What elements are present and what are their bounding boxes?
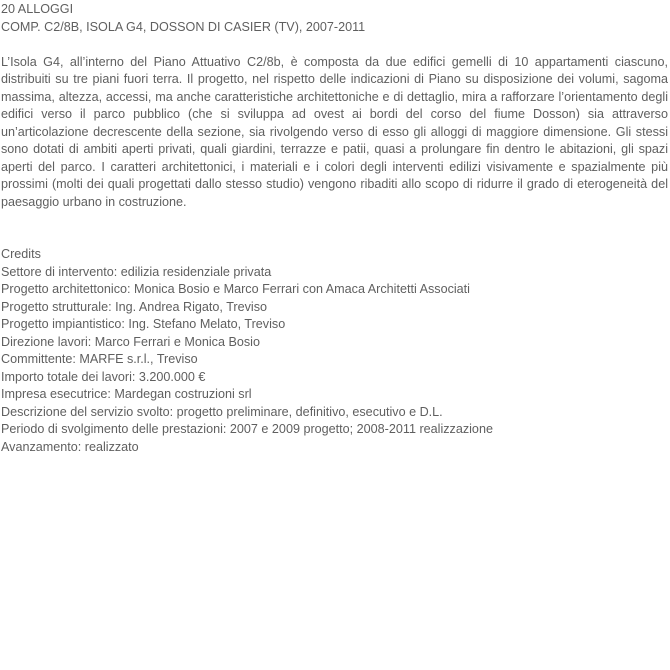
credit-line: Descrizione del servizio svolto: progetto preliminare, definitivo, esecutivo e D.L. [1, 404, 443, 419]
project-subtitle: COMP. C2/8B, ISOLA G4, DOSSON DI CASIER (TV), 2007-2011 [1, 19, 366, 34]
project-description: L’Isola G4, all’interno del Piano Attuativo C2/8b, è composta da due edifici gemelli di 10 appartamenti ciascuno, distribuiti su tre piani fuori terra. Il progetto, nel rispetto delle indicazioni di Piano su disposizione dei volumi, sagoma massima, altezza, accessi, ma anche caratteristiche architettoniche e di dettaglio, mira a rafforzare l’orientamento degli edifici verso il parco pubblico (che si sviluppa ad ovest ai bordi del corso del fiume Dosson) sia attraverso un’articolazione decrescente della sezione, sia rivolgendo verso di esso gli alloggi di maggiore dimensione. Gli stessi sono dotati di ambiti aperti privati, quali giardini, terrazze e patii, quasi a prolungare fin dentro le abitazioni, gli spazi aperti del parco. I caratteri architettonici, i materiali e i colori degli interventi edilizi visivamente e spazialmente più prossimi (molti dei quali progettati dallo stesso studio) vengono ribaditi allo scopo di ridurre il grado di eterogeneità del paesaggio urbano in costruzione. [1, 54, 668, 209]
credit-line: Settore di intervento: edilizia residenziale privata [1, 264, 272, 279]
credit-line: Progetto impiantistico: Ing. Stefano Melato, Treviso [1, 317, 286, 331]
credit-line: Periodo di svolgimento delle prestazioni: 2007 e 2009 progetto; 2008-2011 realizzazione [1, 422, 493, 436]
project-title: 20 ALLOGGI [1, 2, 74, 16]
credit-line: Impresa esecutrice: Mardegan costruzioni srl [1, 387, 252, 401]
credit-line: Progetto architettonico: Monica Bosio e Marco Ferrari con Amaca Architetti Associati [1, 282, 470, 296]
credit-line: Progetto strutturale: Ing. Andrea Rigato, Treviso [1, 299, 268, 314]
credits-heading: Credits [1, 247, 41, 261]
credit-line: Direzione lavori: Marco Ferrari e Monica Bosio [1, 334, 260, 349]
credit-line: Importo totale dei lavori: 3.200.000 € [1, 369, 206, 384]
credits-section [1, 246, 668, 456]
credit-line: Avanzamento: realizzato [1, 439, 139, 454]
credit-line: Committente: MARFE s.r.l., Treviso [1, 352, 198, 366]
